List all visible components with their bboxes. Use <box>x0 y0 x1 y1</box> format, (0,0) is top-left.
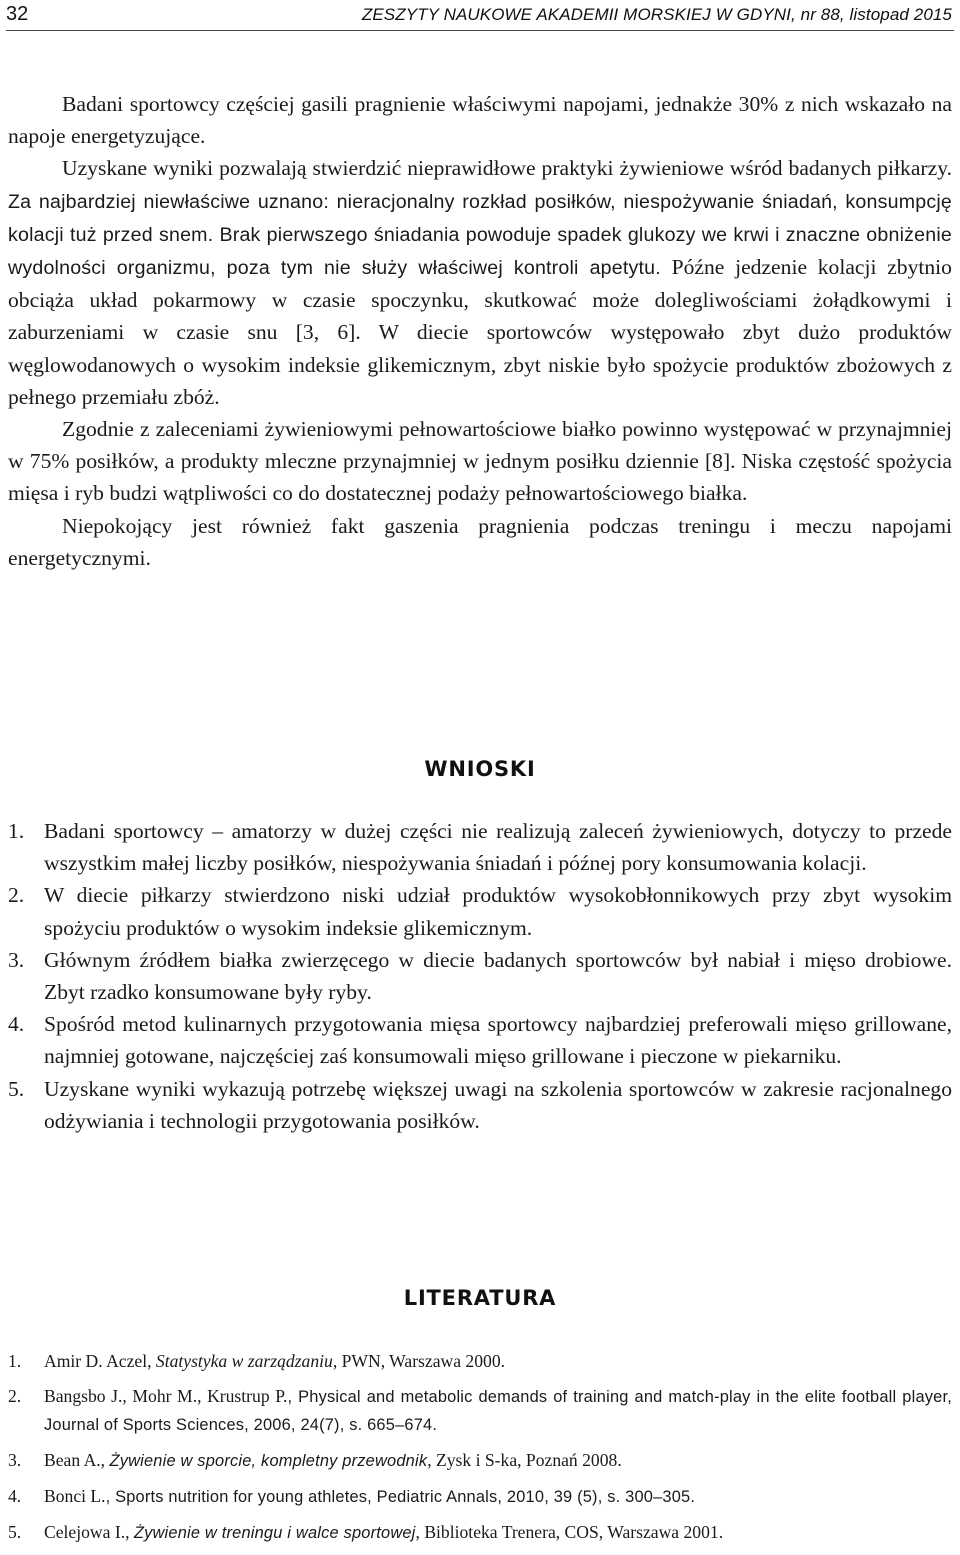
running-head <box>6 0 954 31</box>
paragraph-segment: Późne jedzenie kolacji zbytnio obciąża układ pokarmowy w czasie spoczynku, skutkować może dolegliwościami żołądkowymi i zaburzeniami w czasie snu [3, 6]. W diecie sportowców występowało zbyt dużo produktów węglowodanowych o wysokim indeksie glikemicznym, zbyt niskie było spożycie produktów zbożowych z pełnego przemiału zbóż. <box>8 255 952 409</box>
reference-details: , PWN, Warszawa 2000. <box>332 1351 506 1371</box>
paragraph: Niepokojący jest również fakt gaszenia pragnienia podczas treningu i meczu napojami energetycznymi. <box>8 513 952 570</box>
references-list <box>8 1348 952 1555</box>
reference-authors: Bonci L. <box>44 1486 106 1506</box>
item-number: 3. <box>8 947 25 972</box>
conclusion-item <box>8 1073 952 1137</box>
reference-title: Żywienie w treningu i walce sportowej <box>133 1524 416 1542</box>
section-title-wnioski: WNIOSKI <box>424 757 536 781</box>
journal-title: ZESZYTY NAUKOWE AKADEMII MORSKIEJ W GDYNI, nr 88, listopad 2015 <box>361 5 952 24</box>
conclusion-item <box>8 1008 952 1072</box>
paragraph-segment: Uzyskane wyniki pozwalają stwierdzić nieprawidłowe praktyki żywieniowe wśród badanych piłkarzy. <box>62 156 952 181</box>
body-text <box>8 88 952 574</box>
item-number: 2. <box>8 883 25 908</box>
reference-details: , Zysk i S-ka, Poznań 2008. <box>427 1450 622 1470</box>
reference-item <box>8 1447 952 1475</box>
item-text: Spośród metod kulinarnych przygotowania mięsa sportowcy najbardziej preferowali mięso grillowane, najmniej gotowane, najczęściej zaś konsumowali mięso grillowane i pieczone w piekarniku. <box>44 1012 952 1069</box>
reference-number: 2. <box>8 1386 22 1406</box>
paragraph-segment: Za najbardziej niewłaściwe uznano: nieracjonalny rozkład posiłków, niespożywanie śniadań, konsumpcję kolacji tuż przed snem. Brak pierwszego śniadania powoduje spadek glukozy we krwi i znaczne obniżenie wydolności organizmu, poza tym nie służy właściwej kontroli apetytu. <box>8 190 952 280</box>
reference-number: 4. <box>8 1486 22 1506</box>
section-title-literatura: LITERATURA <box>403 1286 557 1310</box>
reference-item <box>8 1383 952 1439</box>
reference-title: Żywienie w sporcie, kompletny przewodnik <box>109 1452 428 1470</box>
reference-number: 3. <box>8 1450 22 1470</box>
reference-authors: Bangsbo J., Mohr M., Krustrup P. <box>44 1386 288 1406</box>
reference-authors: Celejowa I., <box>44 1522 134 1542</box>
item-text: Uzyskane wyniki wykazują potrzebę większej uwagi na szkolenia sportowców w zakresie racjonalnego odżywiania i technologii przygotowania posiłków. <box>44 1076 952 1133</box>
item-number: 4. <box>8 1012 25 1037</box>
item-number: 1. <box>8 819 25 843</box>
item-number: 5. <box>8 1076 25 1101</box>
reference-details: , Biblioteka Trenera, COS, Warszawa 2001. <box>415 1522 724 1542</box>
reference-authors: Bean A., <box>44 1450 110 1470</box>
reference-details: , Physical and metabolic demands of training and match-play in the elite football player, Journal of Sports Sciences, 2006, 24(7), s. 665–674. <box>44 1388 952 1434</box>
reference-item <box>8 1483 952 1511</box>
reference-number: 1. <box>8 1351 22 1371</box>
paragraph: Badani sportowcy częściej gasili pragnienie właściwymi napojami, jednakże 30% z nich wskazało na napoje energetyzujące. <box>8 92 952 149</box>
item-text: W diecie piłkarzy stwierdzono niski udział produktów wysokobłonnikowych przy zbyt wysokim spożyciu produktów o wysokim indeksie glikemicznym. <box>44 883 952 940</box>
paragraph: Zgodnie z zaleceniami żywieniowymi pełnowartościowe białko powinno występować w przynajmniej w 75% posiłków, a produkty mleczne przynajmniej w jednym posiłku dziennie [8]. Niska częstość spożycia mięsa i ryb budzi wątpliwości co do dostatecznej podaży pełnowartościowego białka. <box>8 417 952 506</box>
conclusion-item <box>8 879 952 943</box>
page-number: 32 <box>6 3 29 25</box>
conclusion-item <box>8 815 952 879</box>
conclusion-item <box>8 944 952 1008</box>
reference-details: , Sports nutrition for young athletes, Pediatric Annals, 2010, 39 (5), s. 300–305. <box>105 1488 696 1506</box>
reference-item <box>8 1348 952 1375</box>
item-text: Głównym źródłem białka zwierzęcego w diecie badanych sportowców był nabiał i mięso drobiowe. Zbyt rzadko konsumowane były ryby. <box>44 947 952 1005</box>
reference-title: Statystyka w zarządzaniu <box>155 1351 333 1371</box>
paragraph <box>8 152 952 413</box>
reference-number: 5. <box>8 1522 22 1542</box>
reference-item <box>8 1519 952 1547</box>
reference-authors: Amir D. Aczel, <box>44 1351 156 1371</box>
item-text: Badani sportowcy – amatorzy w dużej części nie realizują zaleceń żywieniowych, dotyczy to przede wszystkim małej liczby posiłków, niespożywania śniadań i późnej pory konsumowania kolacji. <box>44 819 952 876</box>
conclusions-list <box>8 815 952 1137</box>
